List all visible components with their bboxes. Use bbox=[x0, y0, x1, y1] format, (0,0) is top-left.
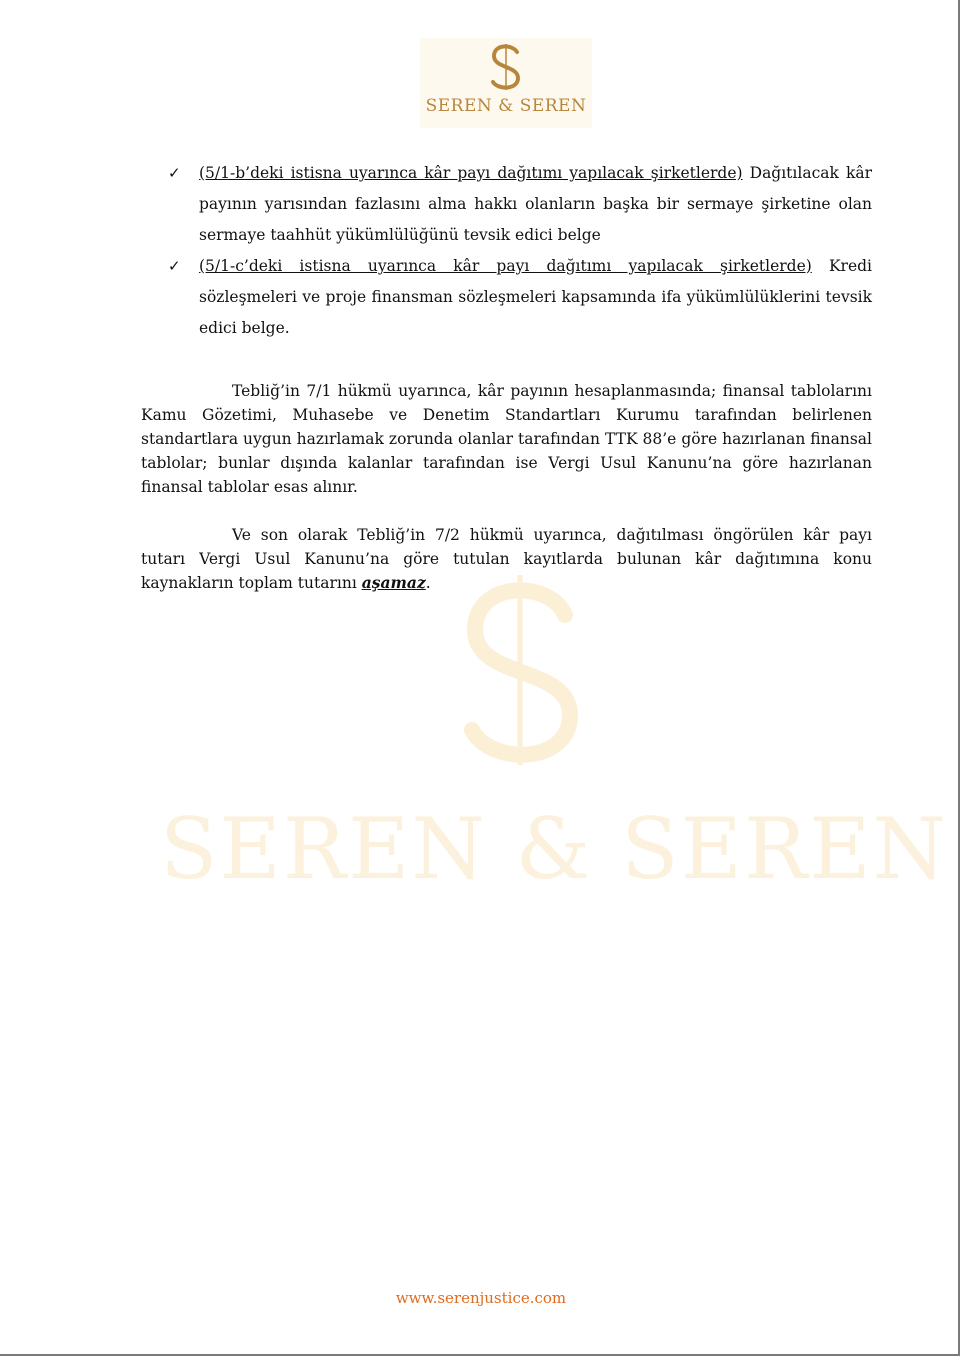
paragraph-7-1 bbox=[141, 379, 872, 499]
logo-s-mark-icon bbox=[420, 38, 592, 98]
paragraph-end: . bbox=[425, 574, 431, 592]
list-item bbox=[168, 251, 872, 344]
watermark-s-icon bbox=[440, 570, 600, 770]
emphasized-word: aşamaz bbox=[361, 573, 426, 592]
requirements-list bbox=[168, 158, 872, 344]
paragraph-7-2 bbox=[141, 523, 872, 595]
list-item-condition: (5/1-b’deki istisna uyarınca kâr payı dağıtımı yapılacak şirketlerde) bbox=[199, 164, 743, 182]
footer-website-link[interactable]: www.serenjustice.com bbox=[395, 1289, 567, 1307]
checkmark-icon: ✓ bbox=[168, 164, 181, 182]
list-item-text: Dağıtılacak kâr payının yarısından fazlasını alma hakkı olanların başka bir sermaye şirketine olan sermaye taahhüt yükümlülüğünü tevsik edici belge bbox=[199, 164, 872, 244]
list-item-condition: (5/1-c’deki istisna uyarınca kâr payı dağıtımı yapılacak şirketlerde) bbox=[199, 257, 812, 275]
paragraph-text: Ve son olarak Tebliğ’in 7/2 hükmü uyarınca, dağıtılması öngörülen kâr payı tutarı Vergi Usul Kanunu’na göre tutulan kayıtlarda bulunan kâr dağıtımına konu kaynakların toplam tutarını bbox=[141, 526, 872, 592]
list-item bbox=[168, 158, 872, 251]
logo-text: SEREN & SEREN bbox=[425, 96, 587, 116]
watermark-text: SEREN & SEREN bbox=[160, 800, 949, 898]
checkmark-icon: ✓ bbox=[168, 257, 181, 275]
list-item-text: Kredi sözleşmeleri ve proje finansman sözleşmeleri kapsamında ifa yükümlülüklerini tevsik edici belge. bbox=[199, 257, 872, 337]
header-logo bbox=[420, 38, 592, 128]
paragraph-text: Tebliğ’in 7/1 hükmü uyarınca, kâr payının hesaplanmasında; finansal tablolarını Kamu Gözetimi, Muhasebe ve Denetim Standartları Kurumu tarafından belirlenen standartlara uygun hazırlamak zorunda olanlar tarafından TTK 88’e göre hazırlanan finansal tablolar; bunlar dışında kalanlar tarafından ise Vergi Usul Kanunu’na göre hazırlanan finansal tablolar esas alınır. bbox=[141, 382, 872, 496]
footer bbox=[0, 1289, 960, 1307]
